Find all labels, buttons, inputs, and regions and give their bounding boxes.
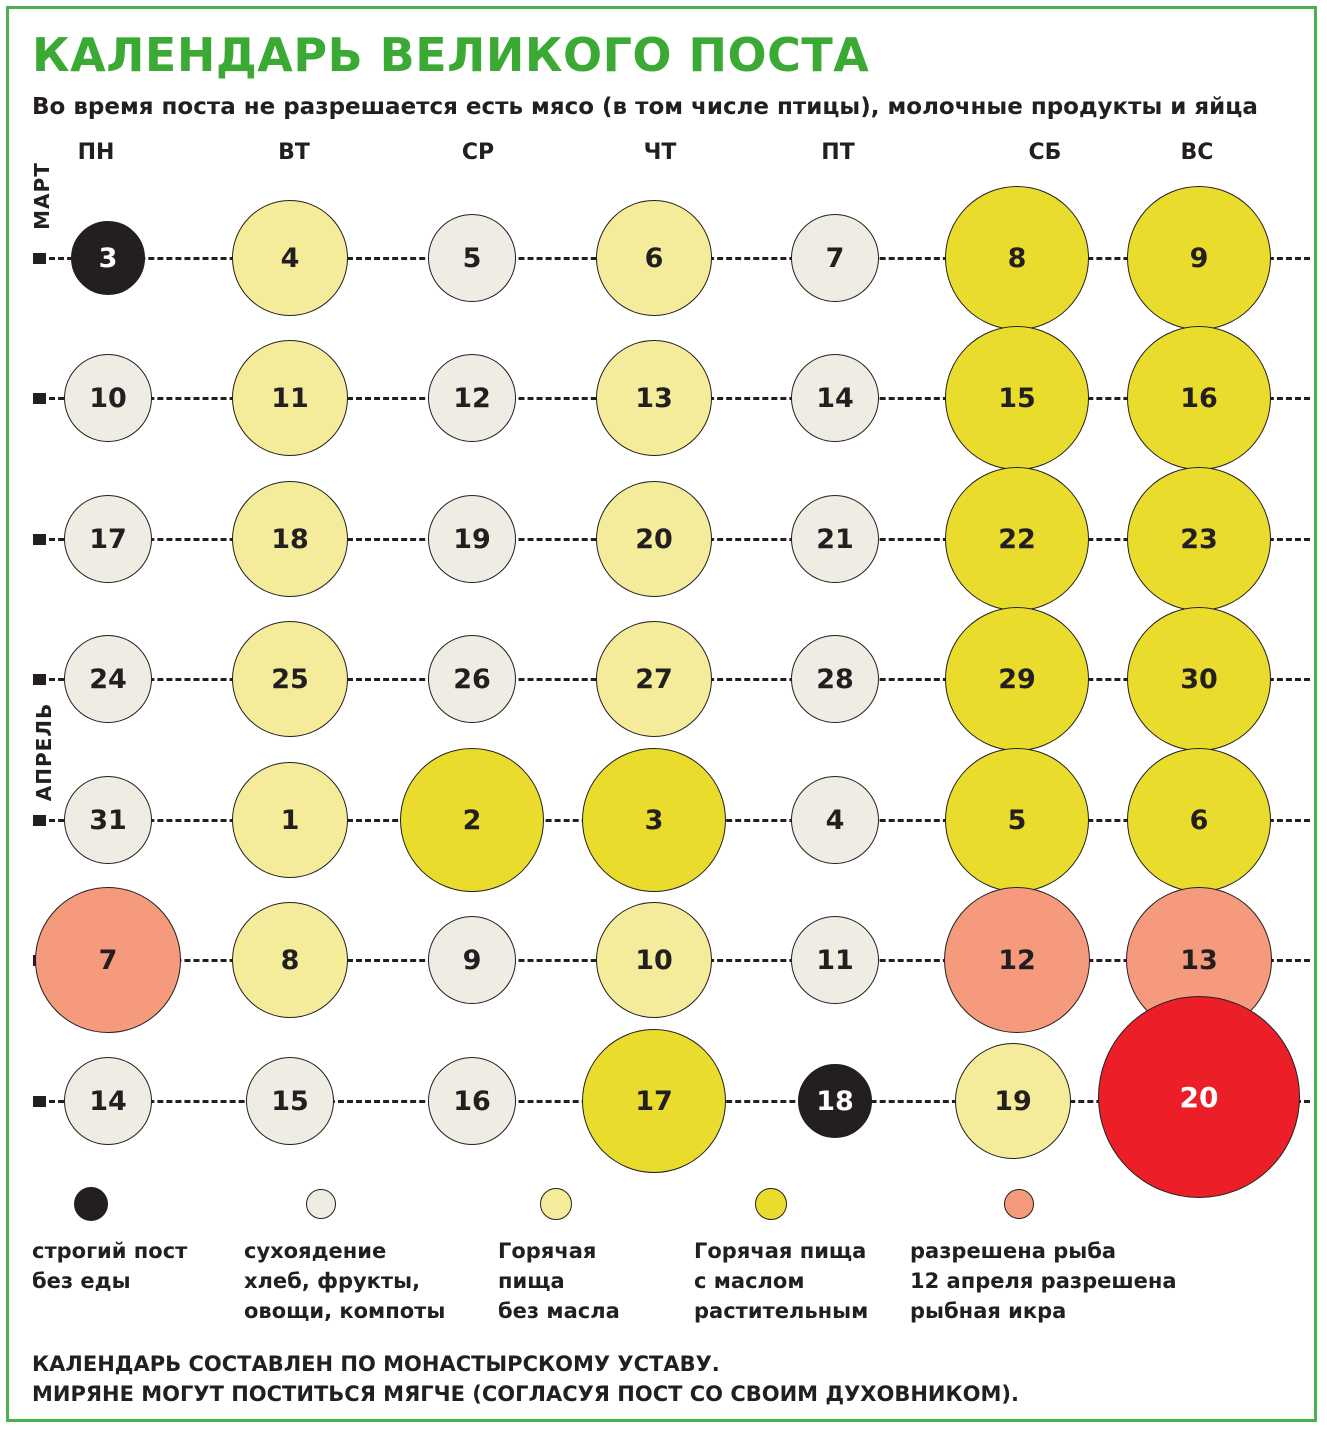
day-circle: 7 xyxy=(791,214,879,302)
day-circle: 24 xyxy=(64,635,152,723)
day-circle: 12 xyxy=(428,354,516,442)
weekday-label: ЧТ xyxy=(643,140,677,165)
day-circle: 17 xyxy=(64,495,152,583)
weekday-label: ПН xyxy=(77,140,115,165)
day-circle: 15 xyxy=(945,326,1089,470)
week-row-marker xyxy=(33,534,46,545)
legend-label xyxy=(498,1236,620,1326)
legend-label xyxy=(244,1236,445,1326)
day-circle: 19 xyxy=(955,1043,1071,1159)
legend-line: 12 апреля разрешена xyxy=(910,1269,1177,1293)
legend-line: строгий пост xyxy=(32,1239,188,1263)
day-circle: 3 xyxy=(71,221,145,295)
day-circle: 11 xyxy=(791,916,879,1004)
day-circle: 9 xyxy=(428,916,516,1004)
legend-line: растительным xyxy=(694,1299,869,1323)
legend-line: с маслом xyxy=(694,1269,805,1293)
day-circle: 17 xyxy=(582,1029,726,1173)
day-circle: 6 xyxy=(1127,748,1271,892)
legend-line: без масла xyxy=(498,1299,620,1323)
legend-line: пища xyxy=(498,1269,565,1293)
month-label-march: МАРТ xyxy=(30,162,54,230)
weekday-label: ВС xyxy=(1180,140,1214,165)
page-title: КАЛЕНДАРЬ ВЕЛИКОГО ПОСТА xyxy=(32,28,870,82)
day-circle: 18 xyxy=(798,1064,872,1138)
day-circle: 19 xyxy=(428,495,516,583)
legend-swatch xyxy=(74,1187,108,1221)
legend-label xyxy=(910,1236,1177,1326)
day-circle: 21 xyxy=(791,495,879,583)
day-circle: 22 xyxy=(945,467,1089,611)
day-circle: 8 xyxy=(945,186,1089,330)
day-circle: 29 xyxy=(945,607,1089,751)
legend-line: овощи, компоты xyxy=(244,1299,446,1323)
footer-note xyxy=(32,1349,1019,1409)
day-circle: 7 xyxy=(35,887,181,1033)
day-circle: 9 xyxy=(1127,186,1271,330)
legend-line: Горячая пища xyxy=(694,1239,867,1263)
day-circle: 16 xyxy=(428,1057,516,1145)
day-circle: 10 xyxy=(64,354,152,442)
legend-line: без еды xyxy=(32,1269,131,1293)
day-circle: 6 xyxy=(596,200,712,316)
subtitle: Во время поста не разрешается есть мясо (в том числе птицы), молочные продукты и яйца xyxy=(32,94,1258,120)
day-circle: 4 xyxy=(791,776,879,864)
legend-line: сухоядение xyxy=(244,1239,387,1263)
day-circle: 11 xyxy=(232,340,348,456)
day-circle: 15 xyxy=(246,1057,334,1145)
day-circle: 3 xyxy=(582,748,726,892)
legend-line: рыбная икра xyxy=(910,1299,1067,1323)
day-circle: 30 xyxy=(1127,607,1271,751)
week-row-marker xyxy=(33,253,46,264)
day-circle: 27 xyxy=(596,621,712,737)
weekday-label: ВТ xyxy=(278,140,310,165)
day-circle: 31 xyxy=(64,776,152,864)
day-circle: 10 xyxy=(596,902,712,1018)
week-row-marker xyxy=(33,393,46,404)
day-circle: 1 xyxy=(232,762,348,878)
day-circle: 20 xyxy=(1098,996,1300,1198)
day-circle: 12 xyxy=(944,887,1090,1033)
legend-swatch xyxy=(1004,1189,1034,1219)
legend-label xyxy=(694,1236,868,1326)
week-row-marker xyxy=(33,815,46,826)
day-circle: 14 xyxy=(64,1057,152,1145)
legend-swatch xyxy=(755,1188,787,1220)
day-circle: 13 xyxy=(596,340,712,456)
legend-swatch xyxy=(306,1189,336,1219)
weekday-label: СБ xyxy=(1028,140,1062,165)
day-circle: 5 xyxy=(428,214,516,302)
legend-line: разрешена рыба xyxy=(910,1239,1117,1263)
day-circle: 8 xyxy=(232,902,348,1018)
week-row-marker xyxy=(33,674,46,685)
day-circle: 23 xyxy=(1127,467,1271,611)
day-circle: 14 xyxy=(791,354,879,442)
week-row-marker xyxy=(33,1096,46,1107)
day-circle: 28 xyxy=(791,635,879,723)
footer-line: КАЛЕНДАРЬ СОСТАВЛЕН ПО МОНАСТЫРСКОМУ УСТАВУ. xyxy=(32,1352,720,1376)
day-circle: 4 xyxy=(232,200,348,316)
weekday-label: ПТ xyxy=(821,140,855,165)
footer-line: МИРЯНЕ МОГУТ ПОСТИТЬСЯ МЯГЧЕ (СОГЛАСУЯ ПОСТ СО СВОИМ ДУХОВНИКОМ). xyxy=(32,1382,1019,1406)
legend-line: хлеб, фрукты, xyxy=(244,1269,421,1293)
legend-label xyxy=(32,1236,187,1296)
day-circle: 5 xyxy=(945,748,1089,892)
legend-line: Горячая xyxy=(498,1239,597,1263)
month-label-april: АПРЕЛЬ xyxy=(32,702,56,802)
weekday-label: СР xyxy=(461,140,495,165)
day-circle: 25 xyxy=(232,621,348,737)
day-circle: 18 xyxy=(232,481,348,597)
day-circle: 2 xyxy=(400,748,544,892)
day-circle: 26 xyxy=(428,635,516,723)
day-circle: 13 xyxy=(1126,887,1272,1033)
day-circle: 20 xyxy=(596,481,712,597)
legend-swatch xyxy=(540,1188,572,1220)
day-circle: 16 xyxy=(1127,326,1271,470)
